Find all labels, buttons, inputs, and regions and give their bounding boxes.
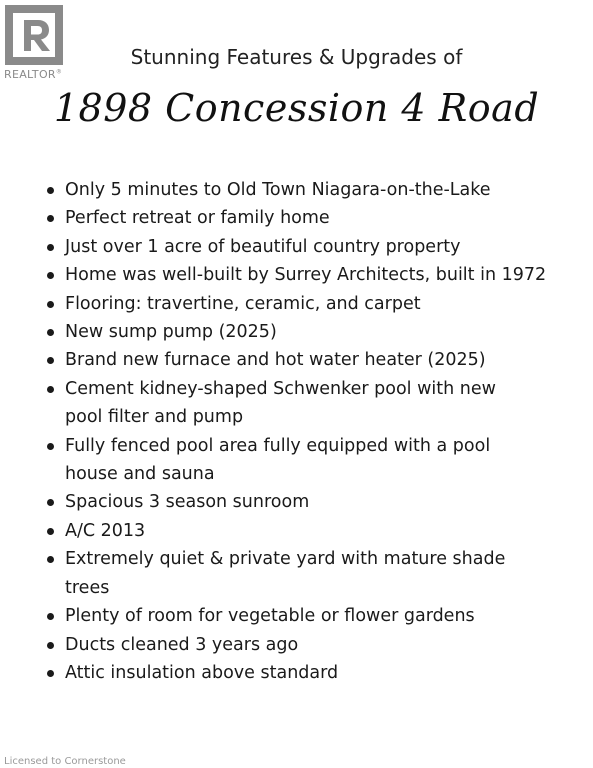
feature-text: Extremely quiet & private yard with mature shade trees — [65, 549, 506, 598]
feature-text: Flooring: travertine, ceramic, and carpet — [65, 293, 421, 314]
bullet-icon — [47, 613, 54, 620]
bullet-icon — [47, 244, 54, 251]
bullet-icon — [47, 272, 54, 279]
feature-text: Ducts cleaned 3 years ago — [65, 634, 299, 655]
bullet-icon — [47, 301, 54, 308]
bullet-icon — [47, 329, 54, 336]
feature-item — [46, 375, 586, 432]
feature-text: Spacious 3 season sunroom — [65, 492, 310, 513]
license-notice: Licensed to Cornerstone — [4, 756, 126, 767]
feature-item — [46, 602, 586, 630]
feature-text: Cement kidney-shaped Schwenker pool with new pool filter and pump — [65, 378, 496, 428]
bullet-icon — [47, 386, 54, 393]
bullet-icon — [47, 357, 54, 364]
feature-item — [46, 261, 586, 289]
feature-text: Just over 1 acre of beautiful country property — [65, 236, 461, 257]
feature-item — [46, 517, 586, 545]
feature-item — [46, 631, 586, 659]
feature-item — [46, 204, 586, 232]
feature-text: New sump pump (2025) — [65, 322, 277, 343]
feature-text: Brand new furnace and hot water heater (2025) — [65, 350, 486, 371]
feature-text: Home was well-built by Surrey Architects, built in 1972 — [65, 265, 547, 286]
feature-item — [46, 346, 586, 374]
bullet-icon — [47, 528, 54, 535]
feature-item — [46, 545, 586, 602]
feature-item — [46, 659, 586, 687]
feature-item — [46, 488, 586, 516]
bullet-icon — [47, 215, 54, 222]
feature-text: Perfect retreat or family home — [65, 208, 330, 229]
page-subtitle: Stunning Features & Upgrades of — [130, 45, 463, 69]
bullet-icon — [47, 499, 54, 506]
realtor-logo — [4, 4, 70, 82]
page-title: 1898 Concession 4 Road — [53, 86, 540, 130]
realtor-wordmark: REALTOR® — [4, 68, 63, 81]
feature-text: Fully fenced pool area fully equipped with a pool house and sauna — [65, 435, 491, 485]
feature-item — [46, 318, 586, 346]
feature-text: Plenty of room for vegetable or flower gardens — [65, 606, 475, 627]
feature-text: Attic insulation above standard — [65, 662, 339, 683]
bullet-icon — [47, 187, 54, 194]
feature-text: Only 5 minutes to Old Town Niagara-on-the-Lake — [65, 180, 491, 200]
bullet-icon — [47, 642, 54, 649]
feature-text: A/C 2013 — [65, 520, 146, 541]
bullet-icon — [47, 443, 54, 450]
bullet-icon — [47, 556, 54, 563]
feature-item — [46, 290, 586, 318]
feature-item — [46, 176, 586, 204]
feature-item — [46, 233, 586, 261]
feature-item — [46, 432, 586, 489]
bullet-icon — [47, 670, 54, 677]
features-list — [46, 176, 586, 687]
